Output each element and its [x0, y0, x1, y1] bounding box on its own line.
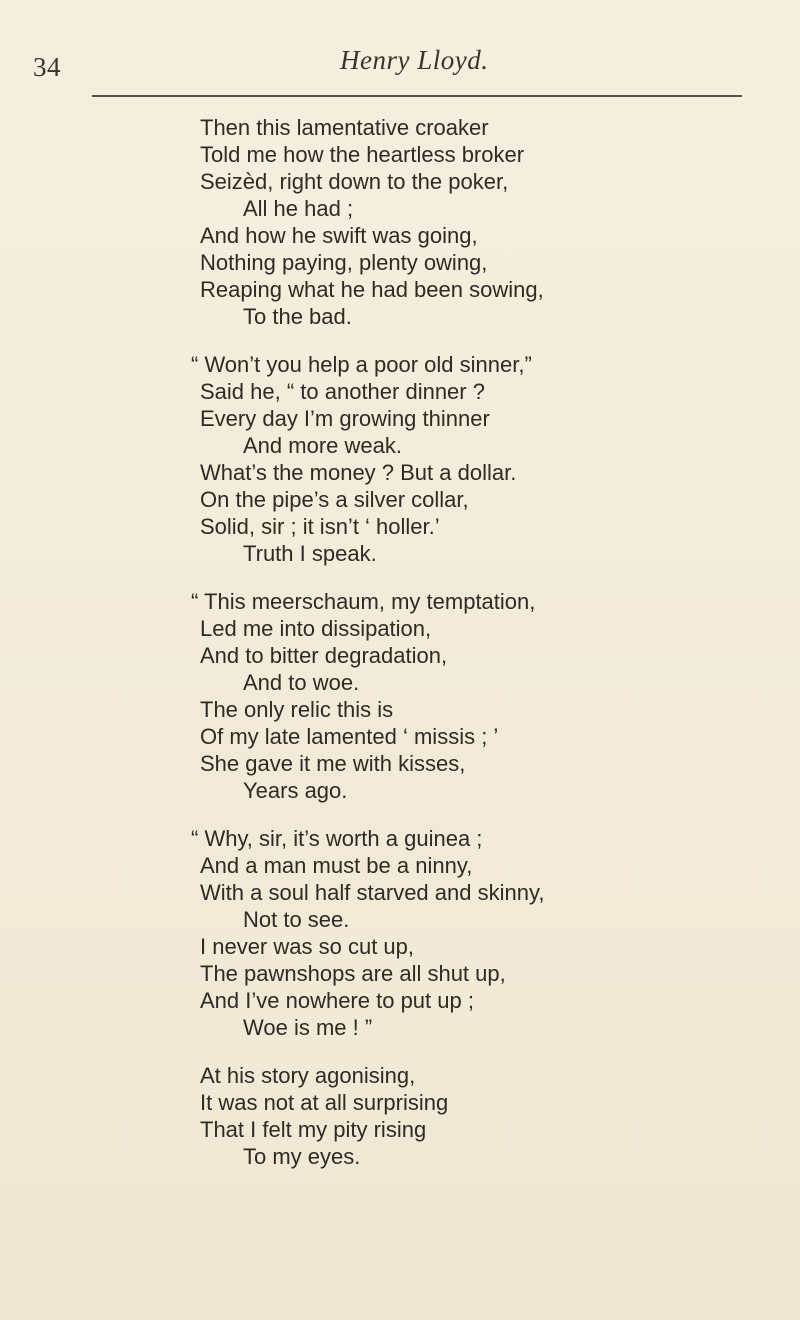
poem-line: The only relic this is: [200, 697, 394, 722]
poem-line: Woe is me ! ”: [243, 1015, 373, 1040]
stanza-2: [191, 351, 780, 567]
stanza-3: [191, 588, 780, 804]
poem-line: “ This meerschaum, my temptation,: [191, 589, 536, 614]
poem-line: She gave it me with kisses,: [200, 751, 466, 776]
poem-line: “ Won’t you help a poor old sinner,”: [191, 352, 532, 377]
poem-line: And more weak.: [243, 433, 402, 458]
poem-line: Nothing paying, plenty owing,: [200, 250, 488, 275]
poem-line: “ Why, sir, it’s worth a guinea ;: [191, 826, 483, 851]
poem-line: Led me into dissipation,: [200, 616, 432, 641]
poem-line: All he had ;: [243, 196, 354, 221]
stanza-5: [200, 1062, 780, 1170]
poem-line: And I’ve nowhere to put up ;: [200, 988, 474, 1013]
poem-line: Every day I’m growing thinner: [200, 406, 490, 431]
poem-line: To the bad.: [243, 304, 352, 329]
poem-line: Then this lamentative croaker: [200, 115, 489, 140]
poem-line: And to bitter degradation,: [200, 643, 448, 668]
poem-line: To my eyes.: [243, 1144, 361, 1169]
poem-line: Truth I speak.: [243, 541, 377, 566]
poem-line: The pawnshops are all shut up,: [200, 961, 506, 986]
poem-line: Seizèd, right down to the poker,: [200, 169, 509, 194]
poem-line: Reaping what he had been sowing,: [200, 277, 544, 302]
page-number: 34: [33, 52, 61, 82]
header-rule: [92, 95, 742, 97]
poem-body: [191, 114, 780, 1191]
poem-line: It was not at all surprising: [200, 1090, 449, 1115]
poem-line: Said he, “ to another dinner ?: [200, 379, 485, 404]
poem-line: That I felt my pity rising: [200, 1117, 427, 1142]
poem-line: On the pipe’s a silver collar,: [200, 487, 469, 512]
poem-line: At his story agonising,: [200, 1063, 416, 1088]
poem-line: And how he swift was going,: [200, 223, 478, 248]
poem-line: Solid, sir ; it isn’t ‘ holler.’: [200, 514, 440, 539]
stanza-1: [200, 114, 780, 330]
poem-line: Of my late lamented ‘ missis ; ’: [200, 724, 499, 749]
running-head: Henry Lloyd.: [340, 45, 489, 75]
poem-line: With a soul half starved and skinny,: [200, 880, 545, 905]
poem-line: Years ago.: [243, 778, 348, 803]
stanza-4: [191, 825, 780, 1041]
poem-line: I never was so cut up,: [200, 934, 414, 959]
poem-line: And a man must be a ninny,: [200, 853, 473, 878]
poem-line: What’s the money ? But a dollar.: [200, 460, 517, 485]
poem-line: And to woe.: [243, 670, 360, 695]
poem-line: Not to see.: [243, 907, 350, 932]
poem-line: Told me how the heartless broker: [200, 142, 525, 167]
